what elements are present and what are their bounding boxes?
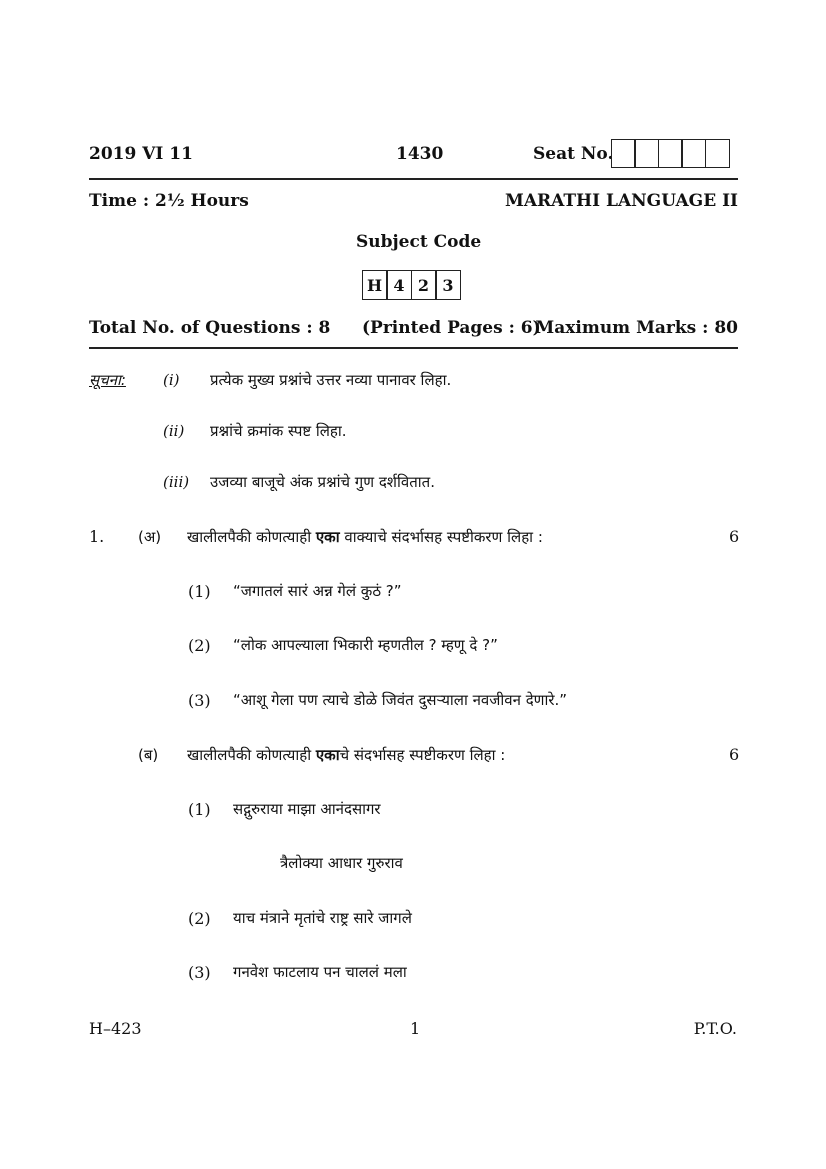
sub-item-number: (3) bbox=[188, 963, 211, 982]
question-part-prompt: खालीलपैकी कोणत्याही एकाचे संदर्भासह स्पष्टीकरण लिहा : bbox=[187, 746, 506, 764]
seat-box[interactable] bbox=[705, 139, 730, 168]
seat-box[interactable] bbox=[634, 139, 659, 168]
subject-title: MARATHI LANGUAGE II bbox=[505, 191, 738, 211]
sub-item-text: “आशू गेला पण त्याचे डोळे जिवंत दुसऱ्याला नवजीवन देणारे.” bbox=[233, 691, 568, 709]
poem-line: याच मंत्राने मृतांचे राष्ट्र सारे जागले bbox=[233, 909, 412, 927]
subject-code-char: 4 bbox=[386, 270, 412, 300]
poem-line-continuation: त्रैलोक्या आधार गुरुराव bbox=[280, 854, 403, 872]
seat-number-label: Seat No. bbox=[533, 144, 614, 164]
question-number: 1. bbox=[89, 527, 105, 546]
instruction-text: प्रश्नांचे क्रमांक स्पष्ट लिहा. bbox=[210, 422, 347, 440]
printed-pages: (Printed Pages : 6) bbox=[362, 318, 541, 338]
seat-box[interactable] bbox=[658, 139, 683, 168]
exam-session: 2019 VI 11 bbox=[89, 144, 193, 164]
sub-item-number: (2) bbox=[188, 909, 211, 928]
seat-box[interactable] bbox=[611, 139, 636, 168]
seat-box[interactable] bbox=[681, 139, 706, 168]
poem-line: गनवेश फाटलाय पन चाललं मला bbox=[233, 963, 407, 981]
question-part-prompt: खालीलपैकी कोणत्याही एका वाक्याचे संदर्भासह स्पष्टीकरण लिहा : bbox=[187, 528, 543, 546]
sub-item-number: (3) bbox=[188, 691, 211, 710]
page-number: 1 bbox=[410, 1019, 421, 1038]
instruction-number: (i) bbox=[163, 371, 180, 389]
please-turn-over: P.T.O. bbox=[693, 1019, 737, 1038]
exam-duration: Time : 2½ Hours bbox=[89, 191, 249, 211]
subject-code-char: 2 bbox=[411, 270, 437, 300]
footer-paper-code: H–423 bbox=[89, 1019, 142, 1038]
instruction-text: उजव्या बाजूचे अंक प्रश्नांचे गुण दर्शवितात. bbox=[210, 473, 435, 491]
sub-item-number: (1) bbox=[188, 582, 211, 601]
question-part-label: (ब) bbox=[138, 746, 159, 764]
header-divider bbox=[89, 178, 738, 180]
subject-code-label: Subject Code bbox=[356, 232, 482, 252]
question-marks: 6 bbox=[729, 527, 740, 546]
instructions-label: सूचना: bbox=[89, 371, 126, 389]
sub-item-number: (1) bbox=[188, 800, 211, 819]
sub-item-text: “जगातलं सारं अन्न गेलं कुठं ?” bbox=[233, 582, 402, 600]
subject-code-char: H bbox=[362, 270, 388, 300]
paper-number: 1430 bbox=[396, 144, 444, 164]
sub-item-number: (2) bbox=[188, 636, 211, 655]
instruction-number: (iii) bbox=[163, 473, 190, 491]
poem-line: सद्गुरुराया माझा आनंदसागर bbox=[233, 800, 381, 818]
subject-code-boxes bbox=[363, 270, 461, 300]
sub-item-text: “लोक आपल्याला भिकारी म्हणतील ? म्हणू दे ?” bbox=[233, 636, 498, 654]
header-bottom-divider bbox=[89, 347, 738, 349]
question-part-label: (अ) bbox=[138, 528, 162, 546]
subject-code-char: 3 bbox=[435, 270, 461, 300]
instruction-number: (ii) bbox=[163, 422, 185, 440]
question-marks: 6 bbox=[729, 745, 740, 764]
maximum-marks: Maximum Marks : 80 bbox=[535, 318, 738, 338]
total-questions: Total No. of Questions : 8 bbox=[89, 318, 331, 338]
instruction-text: प्रत्येक मुख्य प्रश्नांचे उत्तर नव्या पानावर लिहा. bbox=[210, 371, 452, 389]
seat-number-boxes[interactable] bbox=[612, 139, 730, 168]
